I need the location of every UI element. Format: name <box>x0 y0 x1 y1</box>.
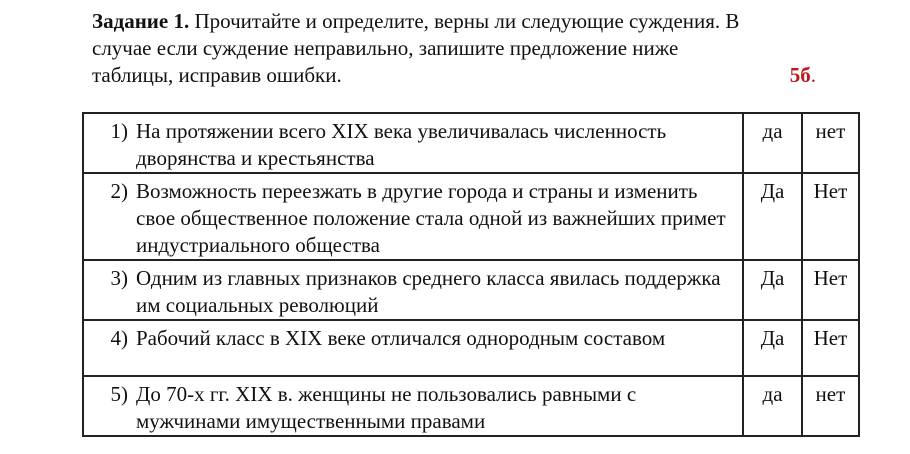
table-row <box>83 320 859 376</box>
statement-cell <box>83 173 743 260</box>
answer-yes[interactable]: да <box>743 376 802 436</box>
points-badge <box>790 62 816 89</box>
statement-number: 3) <box>110 266 128 290</box>
statement-cell <box>83 113 743 173</box>
answer-no[interactable]: нет <box>802 376 859 436</box>
points-dot: . <box>810 63 816 87</box>
table-row <box>83 260 859 320</box>
statement-text: Рабочий класс в XIX веке отличался однородным составом <box>136 326 666 350</box>
table-row <box>83 173 859 260</box>
task-title: Задание 1. <box>92 9 190 33</box>
answer-no[interactable]: Нет <box>802 320 859 376</box>
task-line-1 <box>92 8 840 35</box>
statement-number: 1) <box>110 119 128 143</box>
answer-no[interactable]: нет <box>802 113 859 173</box>
statement-text: Возможность переезжать в другие города и страны и изменить свое общественное положение стала одной из важнейших примет индустриального общества <box>136 179 726 257</box>
task-line-3: таблицы, исправив ошибки. <box>92 63 342 87</box>
statement-cell <box>83 376 743 436</box>
statement-text: Одним из главных признаков среднего класса явилась поддержка им социальных революций <box>136 266 721 317</box>
statement-text: До 70-х гг. XIX в. женщины не пользовались равными с мужчинами имущественными правами <box>136 382 637 433</box>
task-text-1: Прочитайте и определите, верны ли следующие суждения. В <box>194 9 740 33</box>
answer-no[interactable]: Нет <box>802 173 859 260</box>
statement-text: На протяжении всего XIX века увеличивалась численность дворянства и крестьянства <box>136 119 667 170</box>
statement-number: 4) <box>110 326 128 350</box>
task-instructions <box>92 8 840 89</box>
statement-cell <box>83 320 743 376</box>
answer-yes[interactable]: Да <box>743 260 802 320</box>
statements-table <box>82 112 860 437</box>
table-row <box>83 376 859 436</box>
answer-no[interactable]: Нет <box>802 260 859 320</box>
answer-yes[interactable]: да <box>743 113 802 173</box>
answer-yes[interactable]: Да <box>743 173 802 260</box>
table-row <box>83 113 859 173</box>
answer-yes[interactable]: Да <box>743 320 802 376</box>
points-value: 5б <box>789 63 811 87</box>
statement-number: 5) <box>110 382 128 406</box>
statement-cell <box>83 260 743 320</box>
statement-number: 2) <box>110 179 128 203</box>
task-line-2: случае если суждение неправильно, запишите предложение ниже <box>92 36 679 60</box>
